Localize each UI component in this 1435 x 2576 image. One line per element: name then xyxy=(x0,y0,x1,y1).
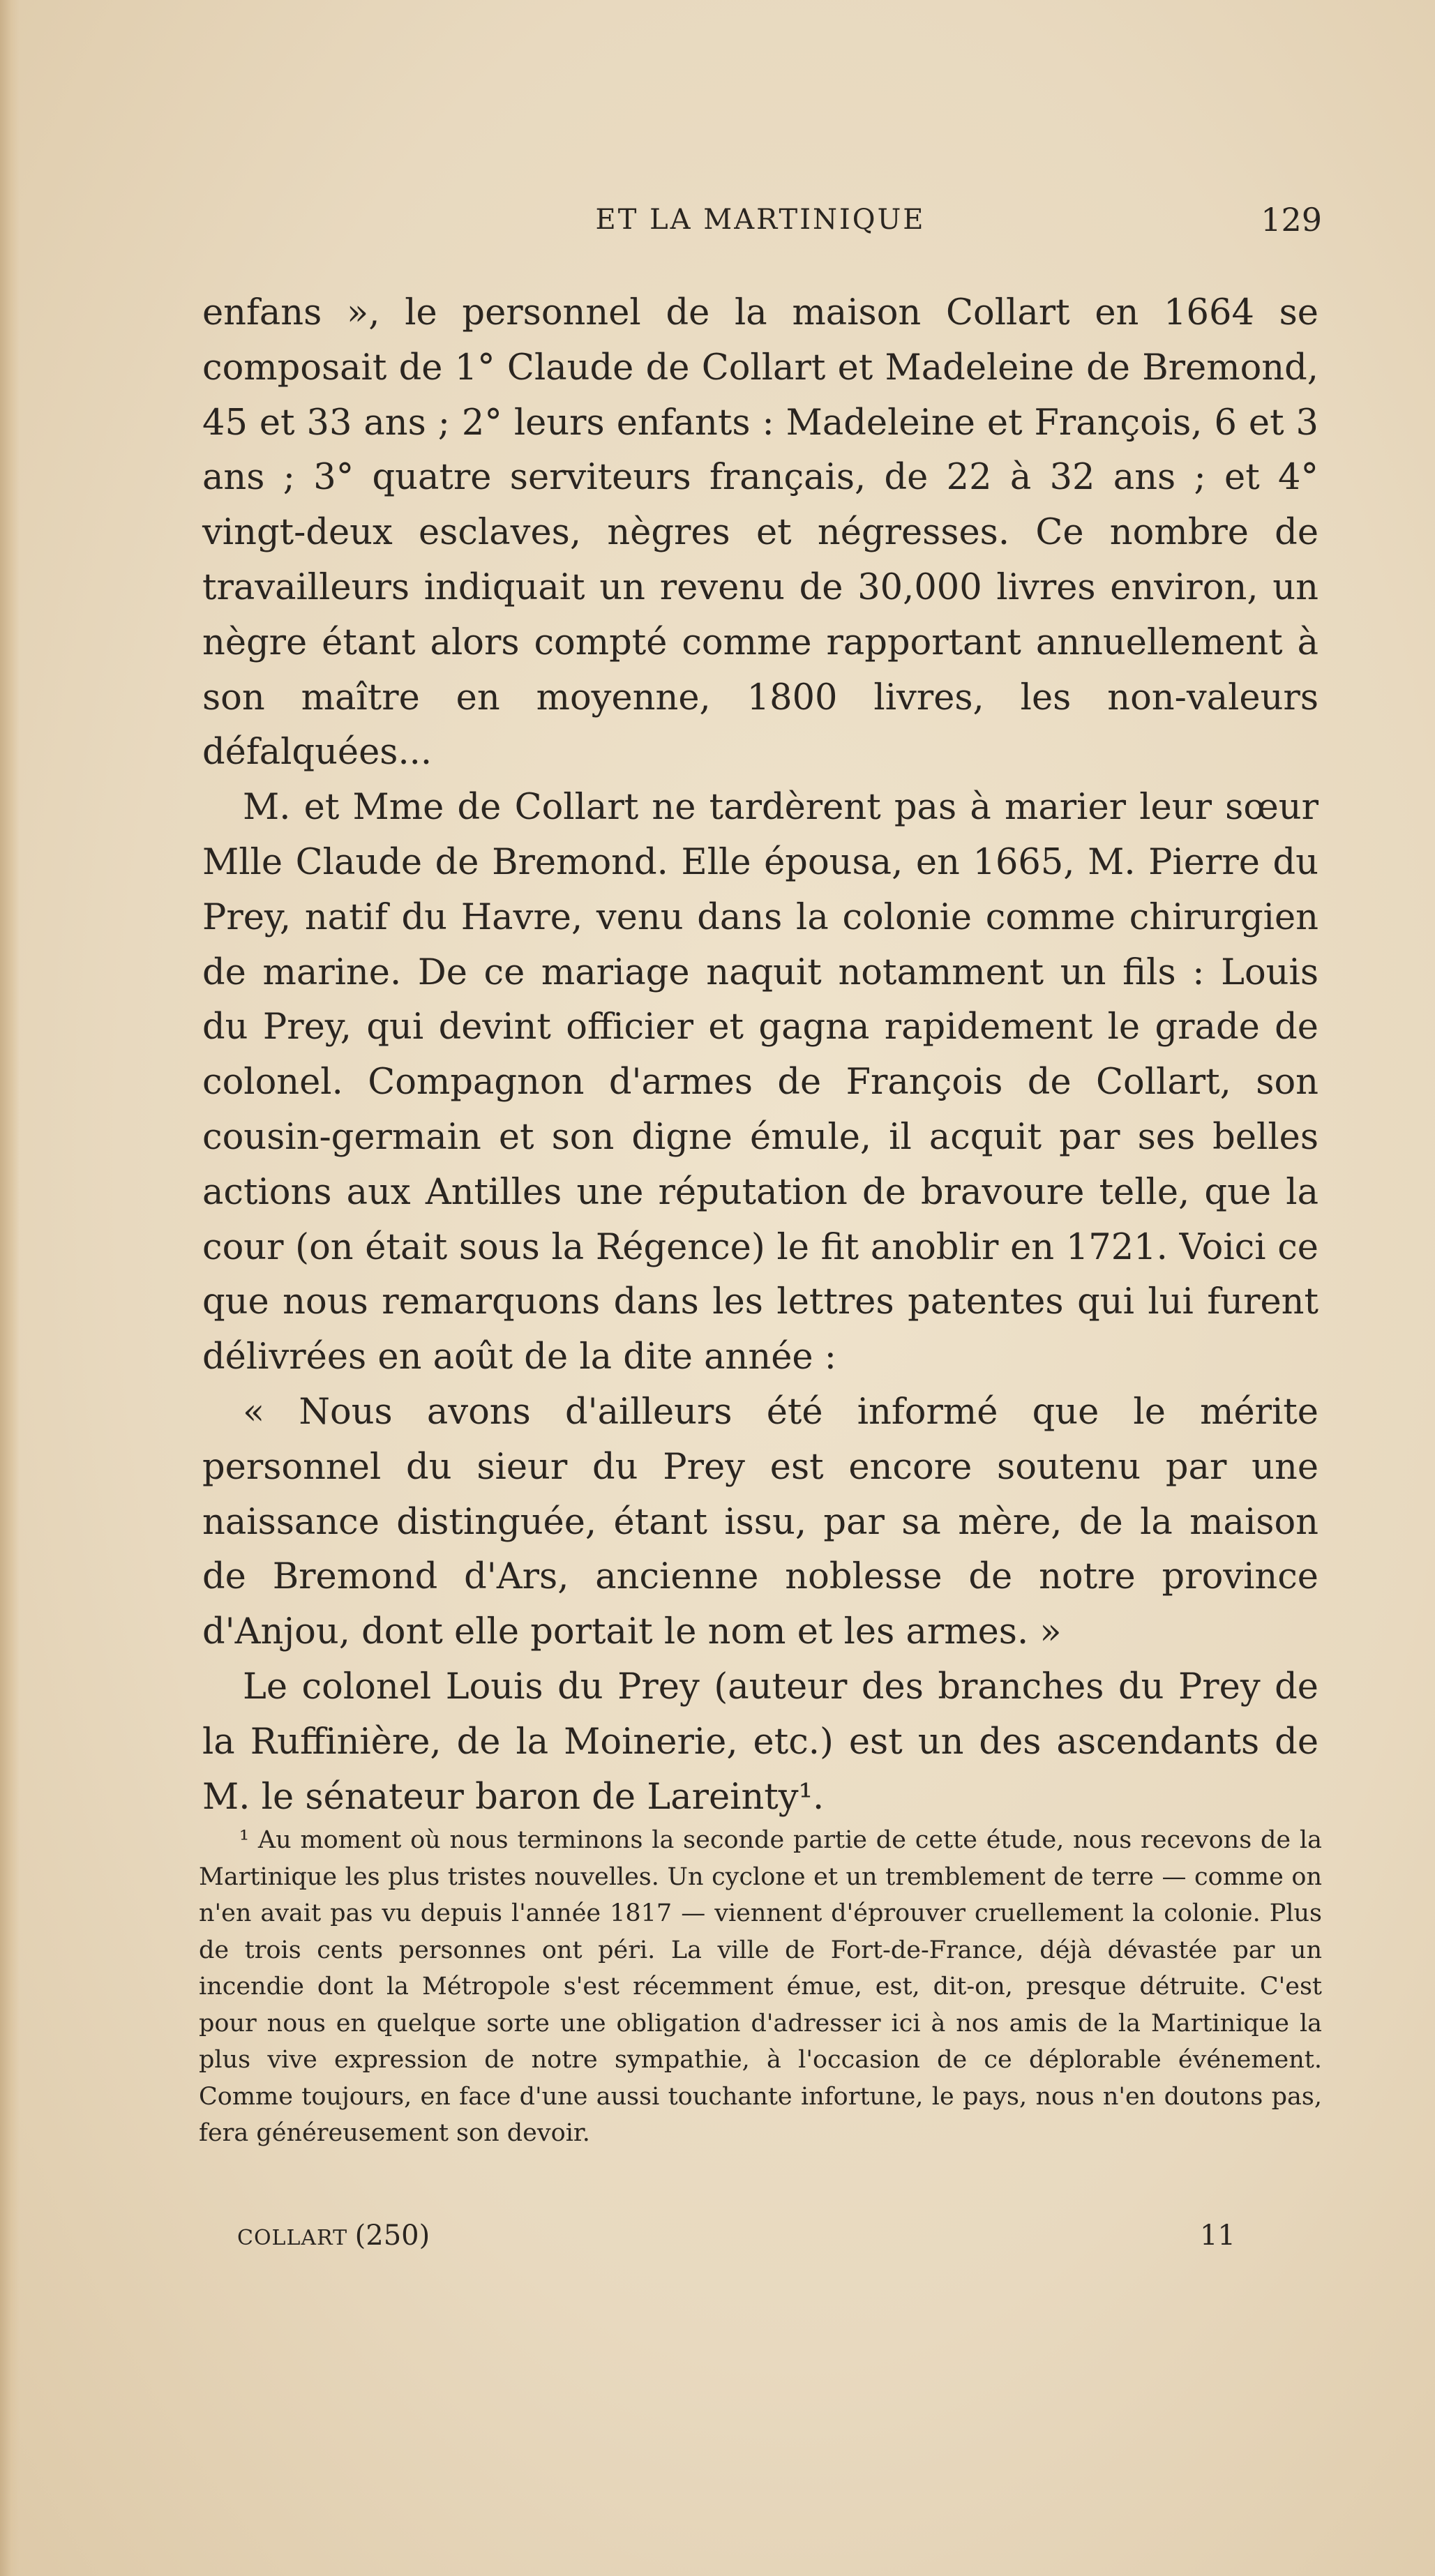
main-text xyxy=(202,286,1318,1825)
paragraph: Le colonel Louis du Prey (auteur des branches du Prey de la Ruffinière, de la Moinerie, etc.) est un des ascendants de M. le sénateur baron de Lareinty¹. xyxy=(202,1666,1318,1818)
paragraph: M. et Mme de Collart ne tardèrent pas à marier leur sœur Mlle Claude de Bremond. Elle épousa, en 1665, M. Pierre du Prey, natif du Havre, venu dans la colonie comme chirurgien de marine. De ce mariage naquit notamment un fils : Louis du Prey, qui devint officier et gagna rapidement le grade de colonel. Compagnon d'armes de François de Collart, son cousin-germain et son digne émule, il acquit par ses belles actions aux Antilles une réputation de bravoure telle, que la cour (on était sous la Régence) le fit anoblir en 1721. Voici ce que nous remarquons dans les lettres patentes qui lui furent délivrées en août de la dite année : xyxy=(202,787,1318,1378)
running-title: ET LA MARTINIQUE xyxy=(595,204,926,236)
signature-sheet: 11 xyxy=(1200,2220,1235,2252)
printer-signature xyxy=(237,2215,1284,2257)
footnote: ¹ Au moment où nous terminons la seconde partie de cette étude, nous recevons de la Martinique les plus tristes nouvelles. Un cyclone et un tremblement de terre — comme on n'en avait pas vu depuis l'année 1817 — viennent d'éprouver cruellement la colonie. Plus de trois cents personnes ont péri. La ville de Fort-de-France, déjà dévastée par un incendie dont la Métropole s'est récemment émue, est, dit-on, presque détruite. C'est pour nous en quelque sorte une obligation d'adresser ici à nos amis de la Martinique la plus vive expression de notre sympathie, à l'occasion de ce déplorable événement. Comme toujours, en face d'une aussi touchante infortune, le pays, nous n'en doutons pas, fera généreusement son devoir. xyxy=(199,1826,1322,2147)
signature-number: (250) xyxy=(354,2220,430,2252)
paragraph: enfans », le personnel de la maison Collart en 1664 se composait de 1° Claude de Collart et Madeleine de Bremond, 45 et 33 ans ; 2° leurs enfants : Madeleine et François, 6 et 3 ans ; 3° quatre serviteurs français, de 22 à 32 ans ; et 4° vingt-deux esclaves, nègres et négresses. Ce nombre de travailleurs indiquait un revenu de 30,000 livres environ, un nègre étant alors compté comme rapportant annuellement à son maître en moyenne, 1800 livres, les non-valeurs défalquées... xyxy=(202,292,1318,774)
quote-paragraph: « Nous avons d'ailleurs été informé que le mérite personnel du sieur du Prey est encore soutenu par une naissance distinguée, étant issu, par sa mère, de la maison de Bremond d'Ars, ancienne noblesse de notre province d'Anjou, dont elle portait le nom et les armes. » xyxy=(202,1391,1318,1653)
page-number: 129 xyxy=(1261,201,1322,239)
running-head xyxy=(199,199,1322,241)
page-edge xyxy=(0,0,20,2576)
signature-mark xyxy=(237,2215,430,2259)
signature-author: COLLART xyxy=(237,2226,355,2250)
